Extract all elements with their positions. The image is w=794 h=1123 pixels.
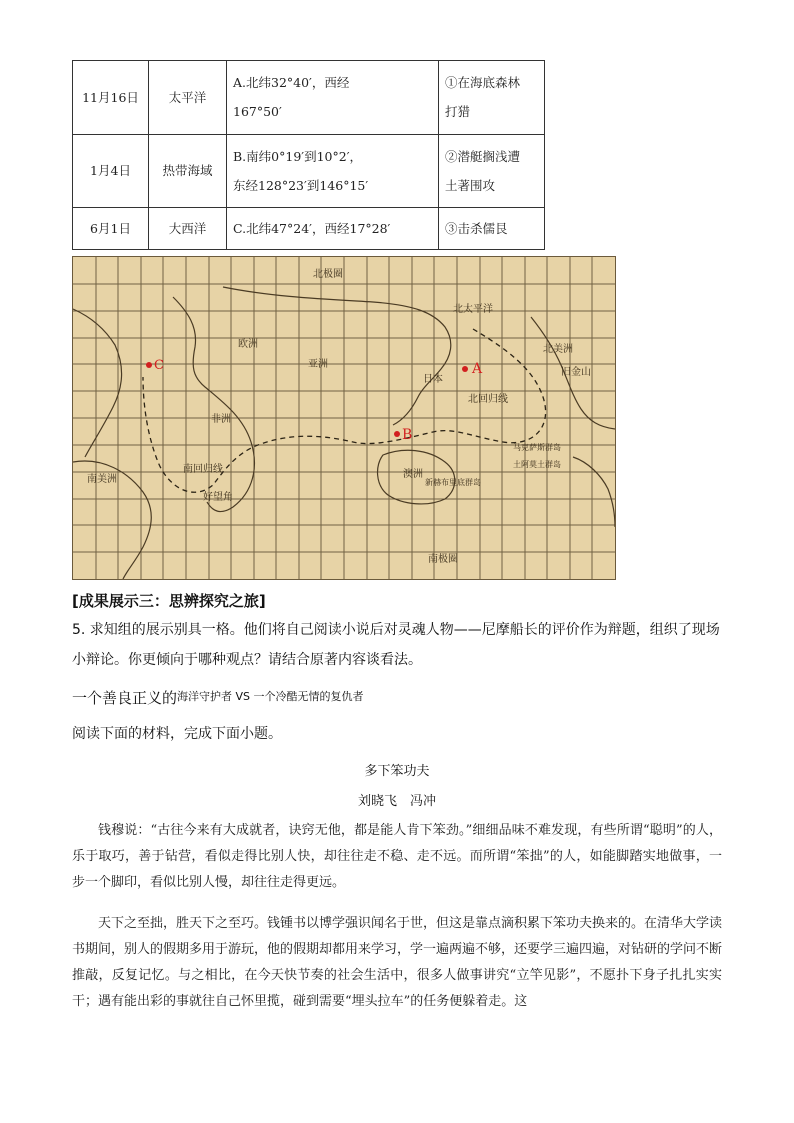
marker-a-dot (462, 366, 468, 372)
label-tuamotu: 土阿莫土群岛 (513, 460, 561, 469)
event-line: 土著围攻 (445, 177, 496, 193)
article-paragraph: 钱穆说：“古往今来有大成就者，诀窍无他，都是能人肯下笨劲。”细细品味不难发现，有些所谓“聪明”的人，乐于取巧，善于钻营，看似走得比别人快，却往往走不稳、走不远。而所谓“笨拙”的人，如能脚踏实地做事，一步一个脚印，看似比别人慢，却往往走得更远。 (72, 823, 722, 890)
event-cell: ③击杀儒艮 (439, 208, 545, 250)
debate-topic (72, 683, 722, 712)
label-tropic-cancer: 北回归线 (468, 394, 508, 405)
label-japan: 日本 (423, 374, 443, 385)
marker-c-label: C (154, 358, 164, 373)
coord-line: 167°50′ (233, 104, 282, 120)
label-oceania: 澳洲 (403, 469, 423, 480)
date-cell: 6月1日 (73, 208, 149, 250)
instructions: 阅读下面的材料，完成下面小题。 (72, 726, 282, 742)
section-title: [成果展示三：思辨探究之旅] (72, 592, 266, 610)
coord-line: B.南纬0°19′到10°2′， (233, 148, 363, 164)
coord-line: A.北纬32°40′，西经 (233, 75, 350, 91)
label-europe: 欧洲 (238, 339, 258, 350)
label-antarctic: 南极圈 (428, 554, 458, 565)
event-cell (439, 134, 545, 208)
table-row (73, 134, 545, 208)
place-cell: 大西洋 (149, 208, 227, 250)
table-row (73, 208, 545, 250)
table-row (73, 61, 545, 135)
label-new-hebrides: 新赫布里底群岛 (425, 478, 481, 487)
voyage-table (72, 60, 545, 250)
date-cell: 11月16日 (73, 61, 149, 135)
event-line: ②潜艇搁浅遭 (445, 148, 521, 164)
debate-part1: 一个善良正义的 (72, 689, 178, 707)
coord-cell (227, 134, 439, 208)
article-title: 多下笨功夫 (364, 764, 430, 779)
place-cell: 太平洋 (149, 61, 227, 135)
label-africa: 非洲 (211, 414, 231, 425)
q5-line1: 5. 求知组的展示别具一格。他们将自己阅读小说后对灵魂人物——尼摩船长的评价作为辩题，组织了现场 (72, 622, 720, 638)
label-arctic: 北极圈 (313, 269, 343, 280)
date-cell: 1月4日 (73, 134, 149, 208)
debate-part2: 海洋守护者 VS 一个冷酷无情的复仇者 (177, 690, 364, 703)
marker-b-dot (394, 431, 400, 437)
event-line: 打猎 (445, 104, 471, 120)
marker-b-label: B (402, 427, 413, 443)
coord-line: 东经128°23′到146°15′ (233, 177, 369, 193)
marker-c-dot (146, 362, 152, 368)
event-line: ①在海底森林 (445, 75, 521, 91)
article-authors: 刘晓飞 冯冲 (357, 794, 436, 809)
voyage-map (72, 256, 616, 580)
label-north-america: 北美洲 (543, 344, 573, 355)
label-south-america: 南美洲 (87, 474, 117, 485)
label-asia: 亚洲 (308, 359, 328, 370)
label-north-pacific: 北太平洋 (453, 304, 493, 315)
event-cell (439, 61, 545, 135)
marker-a-label: A (472, 361, 483, 377)
q5-line2: 小辩论。你更倾向于哪种观点？请结合原著内容谈看法。 (72, 652, 422, 668)
label-tropic-capricorn: 南回归线 (183, 464, 223, 475)
coord-cell (227, 61, 439, 135)
label-marquesas: 马克萨斯群岛 (513, 443, 561, 452)
label-cape: 好望角 (203, 492, 233, 503)
label-san-francisco: 旧金山 (561, 367, 591, 378)
place-cell: 热带海域 (149, 134, 227, 208)
article-paragraph: 天下之至拙，胜天下之至巧。钱锺书以博学强识闻名于世，但这是靠点滴积累下笨功夫换来的。在清华大学读书期间，别人的假期多用于游玩，他的假期却都用来学习，学一遍两遍不够，还要学三遍四遍，对钻研的学问不断推敲，反复记忆。与之相比，在今天快节奏的社会生活中，很多人做事讲究“立竿见影”，不愿扑下身子扎扎实实干；遇有能出彩的事就往自己怀里揽，碰到需要“埋头拉车”的任务便躲着走。这 (72, 916, 723, 1009)
coord-cell: C.北纬47°24′，西经17°28′ (227, 208, 439, 250)
